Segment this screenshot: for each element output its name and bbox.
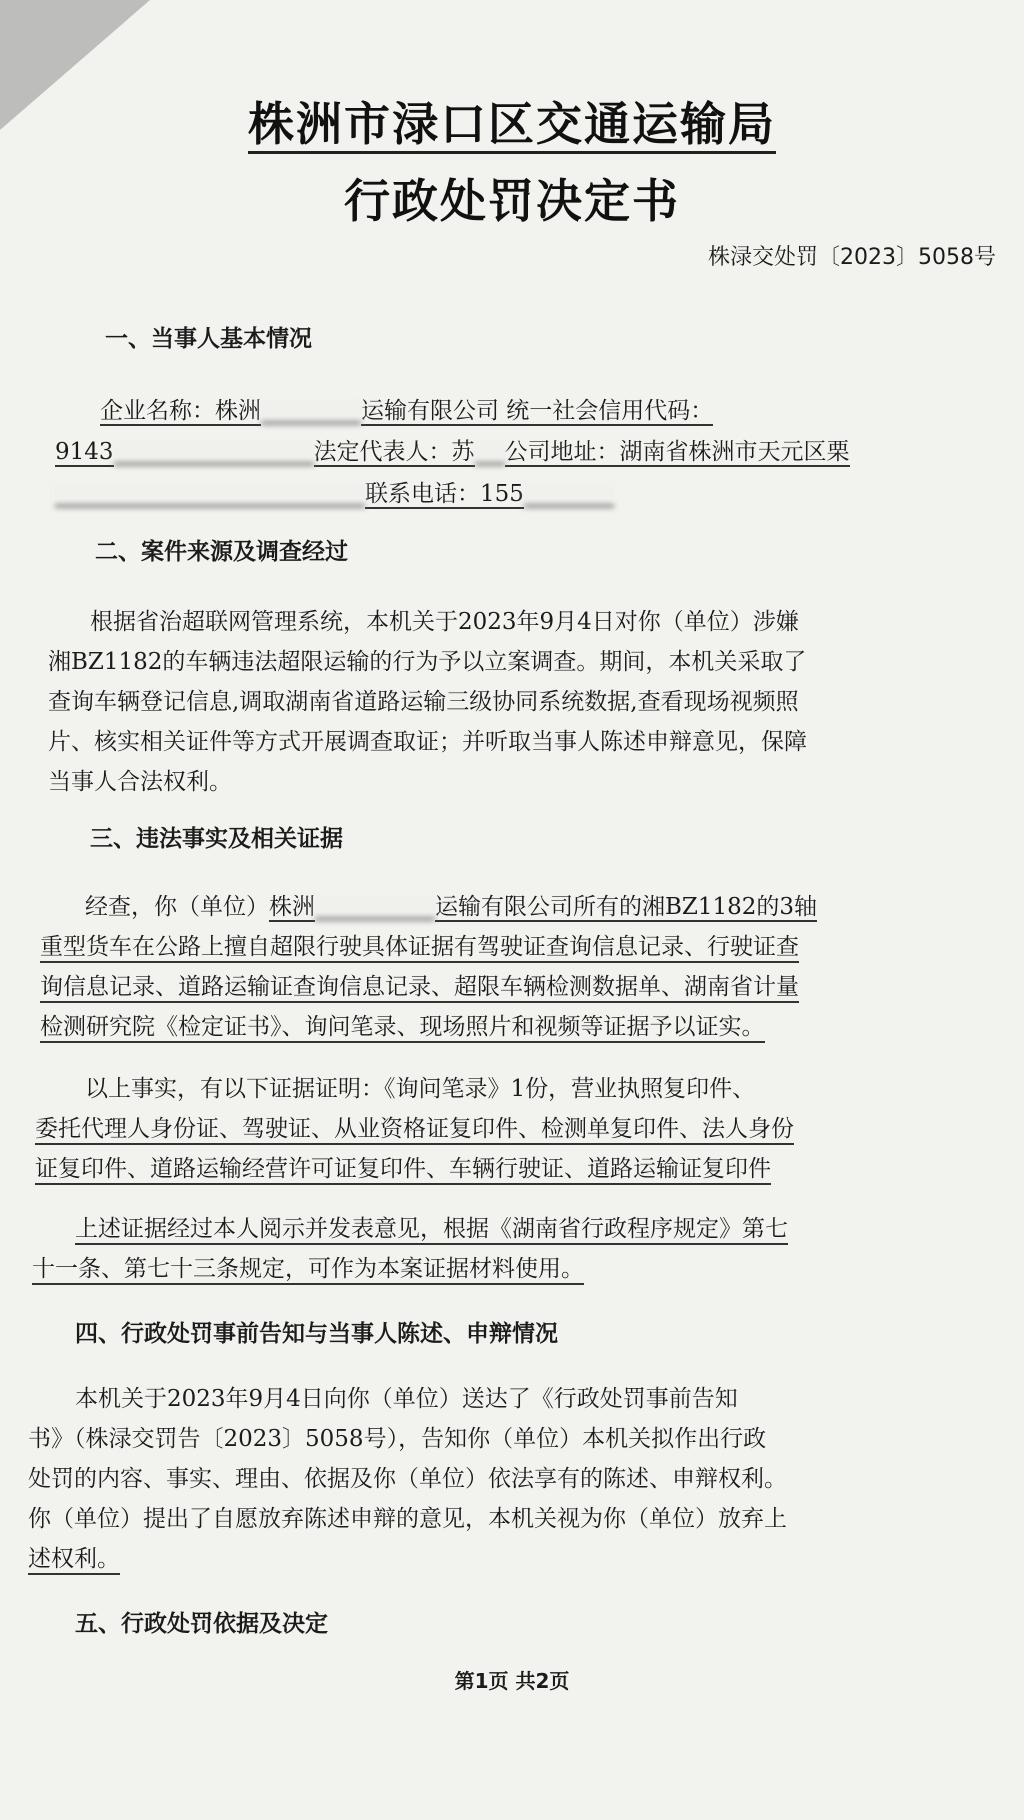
document-subtitle: 行政处罚决定书 (344, 174, 680, 228)
section4-line: 述权利。 (28, 1540, 120, 1575)
section2-line: 查询车辆登记信息,调取湖南省道路运输三级协同系统数据,查看现场视频照 (48, 689, 799, 715)
section1-heading: 一、当事人基本情况 (105, 326, 312, 352)
page-number: 第1页 共2页 (454, 1669, 570, 1693)
section3-p1-line: 重型货车在公路上擅自超限行驶具体证据有驾驶证查询信息记录、行驶证查 (40, 928, 799, 963)
section3-p1-line: 询信息记录、道路运输证查询信息记录、超限车辆检测数据单、湖南省计量 (40, 968, 799, 1003)
section4-line: 你（单位）提出了自愿放弃陈述申辩的意见，本机关视为你（单位）放弃上 (28, 1506, 787, 1532)
section4-line: 处罚的内容、事实、理由、依据及你（单位）依法享有的陈述、申辩权利。 (28, 1466, 787, 1492)
section2-heading: 二、案件来源及调查经过 (95, 539, 348, 565)
section5-heading: 五、行政处罚依据及决定 (75, 1611, 328, 1637)
section3-p2-line: 证复印件、道路运输经营许可证复印件、车辆行驶证、道路运输证复印件 (35, 1150, 771, 1185)
section2-line: 根据省治超联网管理系统，本机关于2023年9月4日对你（单位）涉嫌 (90, 609, 799, 635)
section3-p1-first: 经查，你（单位）株洲 运输有限公司所有的湘BZ1182的3轴 (85, 894, 818, 920)
section2-line: 湘BZ1182的车辆违法超限运输的行为予以立案调查。期间，本机关采取了 (48, 649, 807, 675)
section1-line2: 9143 法定代表人：苏 公司地址：湖南省株洲市天元区栗 (55, 439, 850, 465)
document-title: 株洲市渌口区交通运输局 (0, 88, 1024, 154)
section3-p3-line: 上述证据经过本人阅示并发表意见，根据《湖南省行政程序规定》第七 (75, 1210, 788, 1245)
section4-line: 本机关于2023年9月4日向你（单位）送达了《行政处罚事前告知 (75, 1386, 738, 1412)
section3-p2-line: 委托代理人身份证、驾驶证、从业资格证复印件、检测单复印件、法人身份 (35, 1110, 794, 1145)
section4-heading: 四、行政处罚事前告知与当事人陈述、申辩情况 (75, 1321, 558, 1347)
section1-line1: 企业名称：株洲 运输有限公司 统一社会信用代码： (100, 398, 714, 424)
section2-line: 片、核实相关证件等方式开展调查取证；并听取当事人陈述申辩意见，保障 (48, 729, 807, 755)
section4-line: 书》（株渌交罚告〔2023〕5058号），告知你（单位）本机关拟作出行政 (28, 1426, 767, 1452)
section1-line3: 联系电话：155 (55, 475, 614, 508)
section3-p1-line: 检测研究院《检定证书》、询问笔录、现场照片和视频等证据予以证实。 (40, 1008, 765, 1043)
section3-heading: 三、违法事实及相关证据 (90, 826, 343, 852)
section3-p2-line: 以上事实，有以下证据证明：《询问笔录》1份，营业执照复印件、 (85, 1076, 756, 1102)
section2-line: 当事人合法权利。 (48, 769, 232, 795)
section3-p3-line: 十一条、第七十三条规定，可作为本案证据材料使用。 (32, 1250, 584, 1285)
document-number: 株渌交处罚〔2023〕5058号 (708, 245, 996, 270)
